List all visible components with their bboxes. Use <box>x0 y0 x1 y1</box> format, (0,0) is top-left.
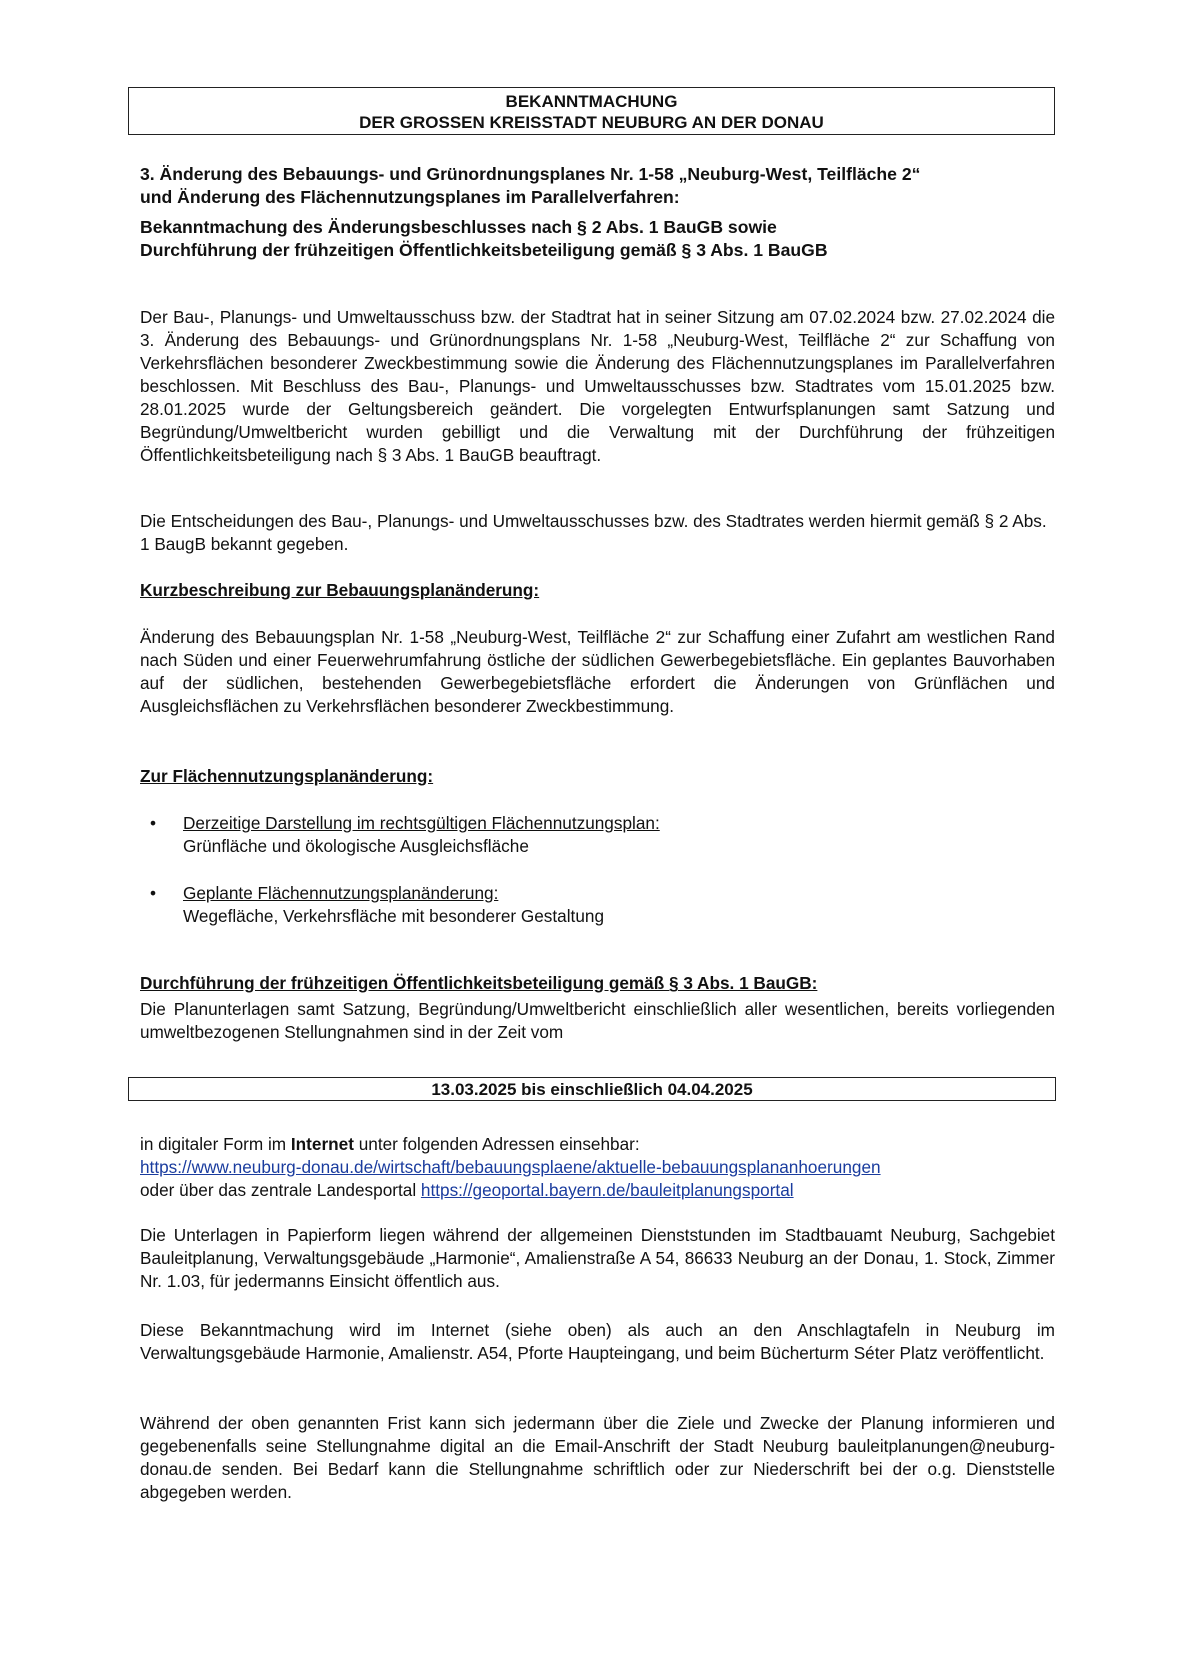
paragraph-comments: Während der oben genannten Frist kann sich jedermann über die Ziele und Zwecke der Planung informieren und gegebenenfalls seine Stellungnahme digital an die Email-Anschrift der Stadt Neuburg bauleitplanungen@neuburg-donau.de senden. Bei Bedarf kann die Stellungnahme schriftlich oder zur Niederschrift bei der o.g. Dienststelle abgegeben werden. <box>140 1413 1055 1502</box>
paragraph-decision: Der Bau-, Planungs- und Umweltausschuss bzw. der Stadtrat hat in seiner Sitzung am 07.02.2024 bzw. 27.02.2024 die 3. Änderung des Bebauungs- und Grünordnungsplans Nr. 1-58 „Neuburg-West, Teilfläche 2“ zur Schaffung von Verkehrsflächen besonderer Zweckbestimmung sowie die Änderung des Flächennutzungsplanes im Parallelverfahren beschlossen. Mit Beschluss des Bau-, Planungs- und Umweltausschusses bzw. Stadtrates vom 15.01.2025 bzw. 28.01.2025 wurde der Geltungsbereich geändert. Die vorgelegten Entwurfsplanungen samt Satzung und Begründung/Umweltbericht wurden gebilligt und die Verwaltung mit der Durchführung der frühzeitigen Öffentlichkeitsbeteiligung nach § 3 Abs. 1 BauGB beauftragt. <box>140 307 1055 465</box>
header-line1: BEKANNTMACHUNG <box>505 92 678 111</box>
online-suffix: unter folgenden Adressen einsehbar: <box>353 1134 640 1154</box>
header-line2: DER GROSSEN KREISSTADT NEUBURG AN DER DONAU <box>359 113 824 132</box>
title-line2: und Änderung des Flächennutzungsplanes im Parallelverfahren: <box>140 187 680 207</box>
paragraph-short-description: Änderung des Bebauungsplan Nr. 1-58 „Neuburg-West, Teilfläche 2“ zur Schaffung einer Zufahrt am westlichen Rand nach Süden und einer Feuerwehrumfahrung östliche der südlichen Gewerbegebietsfläche. Ein geplantes Bauvorhaben auf der südlichen, bestehenden Gewerbegebietsfläche erfordert die Änderungen von Grünflächen und Ausgleichsflächen zu Verkehrsflächen besonderer Zweckbestimmung. <box>140 627 1055 716</box>
city-website-link[interactable]: https://www.neuburg-donau.de/wirtschaft/bebauungsplaene/aktuelle-bebauungsplananhoerungen <box>140 1157 881 1177</box>
title-line3: Bekanntmachung des Änderungsbeschlusses nach § 2 Abs. 1 BauGB sowie <box>140 217 777 237</box>
bullet-text: Wegefläche, Verkehrsfläche mit besonderer Gestaltung <box>183 906 605 926</box>
bullet-icon: • <box>150 883 157 903</box>
bullet-heading: Geplante Flächennutzungsplanänderung: <box>183 883 499 903</box>
bullet-icon: • <box>150 813 157 833</box>
online-access <box>140 1133 1055 1202</box>
header-box <box>128 87 1055 135</box>
bullet-heading: Derzeitige Darstellung im rechtsgültigen Flächennutzungsplan: <box>183 813 660 833</box>
paragraph-participation: Die Planunterlagen samt Satzung, Begründung/Umweltbericht einschließlich aller wesentlichen, bereits vorliegenden umweltbezogenen Stellungnahmen sind in der Zeit vom <box>140 999 1055 1042</box>
state-portal-link[interactable]: https://geoportal.bayern.de/bauleitplanungsportal <box>420 1180 794 1200</box>
paragraph-publication: Diese Bekanntmachung wird im Internet (siehe oben) als auch an den Anschlagtafeln in Neuburg im Verwaltungsgebäude Harmonie, Amalienstr. A54, Pforte Haupteingang, und beim Bücherturm Séter Platz veröffentlicht. <box>140 1320 1055 1363</box>
section-heading-short-description: Kurzbeschreibung zur Bebauungsplanänderung: <box>140 580 540 600</box>
title-line4: Durchführung der frühzeitigen Öffentlichkeitsbeteiligung gemäß § 3 Abs. 1 BauGB <box>140 240 828 260</box>
bullet-text: Grünfläche und ökologische Ausgleichsfläche <box>183 836 529 856</box>
paragraph-announcement: Die Entscheidungen des Bau-, Planungs- und Umweltausschusses bzw. des Stadtrates werden hiermit gemäß § 2 Abs. 1 BaugB bekannt gegeben. <box>140 511 1047 554</box>
period-box <box>128 1077 1056 1101</box>
document-title <box>140 163 1055 262</box>
paragraph-paper-copies: Die Unterlagen in Papierform liegen während der allgemeinen Dienststunden im Stadtbauamt Neuburg, Sachgebiet Bauleitplanung, Verwaltungsgebäude „Harmonie“, Amalienstraße A 54, 86633 Neuburg an der Donau, 1. Stock, Zimmer Nr. 1.03, für jedermanns Einsicht öffentlich aus. <box>140 1225 1055 1291</box>
period-text: 13.03.2025 bis einschließlich 04.04.2025 <box>431 1080 753 1099</box>
online-bold: Internet <box>290 1134 354 1154</box>
title-line1: 3. Änderung des Bebauungs- und Grünordnungsplanes Nr. 1-58 „Neuburg-West, Teilfläche 2“ <box>140 164 921 184</box>
section-heading-land-use: Zur Flächennutzungsplanänderung: <box>140 766 434 786</box>
portal-prefix: oder über das zentrale Landesportal <box>140 1180 421 1200</box>
online-prefix: in digitaler Form im <box>140 1134 291 1154</box>
section-heading-participation: Durchführung der frühzeitigen Öffentlichkeitsbeteiligung gemäß § 3 Abs. 1 BauGB: <box>140 973 818 993</box>
